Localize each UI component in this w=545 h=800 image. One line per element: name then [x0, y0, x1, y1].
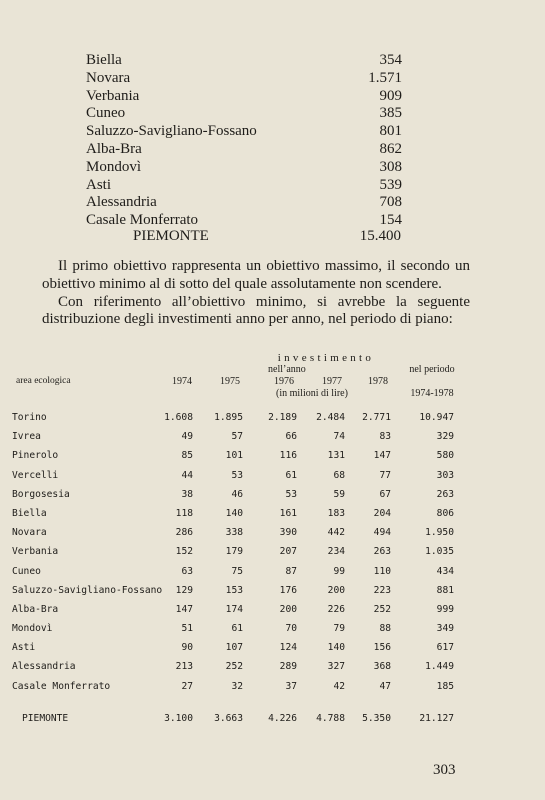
- row-period-total: 999: [436, 603, 454, 615]
- list-item: [86, 52, 402, 70]
- header-period: [393, 364, 471, 400]
- area-value: 708: [379, 194, 402, 211]
- row-year-value: 289: [279, 661, 297, 673]
- row-year-value: 63: [181, 565, 193, 577]
- row-year-value: 226: [327, 603, 345, 615]
- row-year-value: 59: [333, 488, 345, 500]
- row-year-value: 129: [175, 584, 193, 596]
- row-year-value: 213: [175, 661, 193, 673]
- table-row: [0, 677, 545, 696]
- table-row: [0, 542, 545, 561]
- row-year-value: 44: [181, 469, 193, 481]
- area-value: 385: [379, 105, 402, 122]
- area-name: Alessandria: [86, 194, 157, 211]
- row-year-value: 442: [327, 527, 345, 539]
- row-year-value: 1.608: [164, 412, 193, 423]
- row-year-value: 1.895: [214, 412, 243, 423]
- row-area: Novara: [12, 527, 47, 539]
- row-year-value: 27: [181, 680, 193, 692]
- row-area: Alba-Bra: [12, 603, 59, 615]
- area-value: 1.571: [368, 69, 402, 86]
- row-area: Torino: [12, 412, 47, 423]
- row-period-total: 185: [436, 680, 454, 692]
- row-year-value: 252: [225, 661, 243, 673]
- row-area: Alessandria: [12, 661, 76, 673]
- table-row: [0, 638, 545, 657]
- row-year-value: 90: [181, 642, 193, 654]
- row-year-value: 286: [175, 527, 193, 539]
- area-totals-list: [86, 52, 402, 230]
- row-year-value: 390: [279, 527, 297, 539]
- row-year-value: 42: [333, 680, 345, 692]
- area-value: 862: [379, 140, 402, 157]
- header-year: 1975: [220, 376, 240, 387]
- row-year-value: 174: [225, 603, 243, 615]
- row-area: Mondovì: [12, 623, 53, 635]
- list-total-row: [133, 228, 401, 245]
- row-year-value: 75: [231, 565, 243, 577]
- row-year-value: 156: [373, 642, 391, 654]
- row-year-value: 101: [225, 450, 243, 462]
- table-row: [0, 446, 545, 465]
- row-year-value: 110: [373, 565, 391, 577]
- row-year-value: 263: [373, 546, 391, 558]
- row-year-value: 140: [327, 642, 345, 654]
- row-year-value: 74: [333, 431, 345, 443]
- row-period-total: 1.449: [425, 661, 454, 673]
- area-value: 308: [379, 158, 402, 175]
- row-year-value: 176: [279, 584, 297, 596]
- row-year-value: 200: [327, 584, 345, 596]
- area-name: Casale Monferrato: [86, 212, 199, 229]
- row-year-value: 327: [327, 661, 345, 673]
- row-year-value: 2.484: [316, 412, 345, 423]
- row-year-value: 124: [279, 642, 297, 654]
- table-row: [0, 619, 545, 638]
- row-year-value: 99: [333, 565, 345, 577]
- row-year-value: 140: [225, 507, 243, 519]
- area-value: 801: [379, 123, 402, 140]
- row-year-value: 153: [225, 584, 243, 596]
- list-item: [86, 159, 402, 177]
- row-area: Saluzzo-Savigliano-Fossano: [12, 584, 163, 596]
- header-year: 1976: [274, 376, 294, 387]
- row-period-total: 1.035: [425, 546, 454, 558]
- area-name: Asti: [86, 176, 112, 193]
- row-area: Pinerolo: [12, 450, 59, 462]
- row-area: Asti: [12, 642, 36, 654]
- row-year-value: 32: [231, 680, 243, 692]
- row-area: Borgosesia: [12, 488, 70, 500]
- row-year-value: 79: [333, 623, 345, 635]
- row-year-value: 223: [373, 584, 391, 596]
- table-row: [0, 600, 545, 619]
- row-year-value: 66: [285, 431, 297, 443]
- row-year-value: 4.788: [316, 712, 345, 724]
- header-nell-anno: nell’anno: [268, 364, 306, 375]
- row-area: Verbania: [12, 546, 59, 558]
- row-area: Biella: [12, 507, 47, 519]
- row-year-value: 70: [285, 623, 297, 635]
- row-year-value: 179: [225, 546, 243, 558]
- row-year-value: 338: [225, 527, 243, 539]
- row-year-value: 68: [333, 469, 345, 481]
- row-year-value: 4.226: [268, 712, 297, 724]
- row-period-total: 881: [436, 584, 454, 596]
- row-period-total: 1.950: [425, 527, 454, 539]
- row-period-total: 349: [436, 623, 454, 635]
- row-year-value: 3.663: [214, 712, 243, 724]
- row-period-total: 329: [436, 431, 454, 443]
- row-period-total: 617: [436, 642, 454, 654]
- body-text: [42, 258, 470, 329]
- row-area: Vercelli: [12, 469, 59, 481]
- header-nel-periodo: nel periodo: [409, 364, 455, 375]
- paragraph-1: Il primo obiettivo rappresenta un obiettivo massimo, il secondo un obiettivo minimo al di sotto del quale assolutamente non scendere.: [42, 258, 470, 292]
- row-year-value: 77: [379, 469, 391, 481]
- row-year-value: 131: [327, 450, 345, 462]
- row-year-value: 204: [373, 507, 391, 519]
- row-year-value: 88: [379, 623, 391, 635]
- total-label: PIEMONTE: [133, 228, 209, 244]
- row-area: Casale Monferrato: [12, 680, 111, 692]
- row-year-value: 51: [181, 623, 193, 635]
- table-row: [0, 504, 545, 523]
- row-year-value: 107: [225, 642, 243, 654]
- list-item: [86, 194, 402, 212]
- table-row: [0, 657, 545, 676]
- list-item: [86, 70, 402, 88]
- area-value: 909: [379, 87, 402, 104]
- list-item: [86, 88, 402, 106]
- table-row: [0, 408, 545, 427]
- row-year-value: 87: [285, 565, 297, 577]
- row-period-total: 10.947: [419, 412, 454, 423]
- row-year-value: 61: [285, 469, 297, 481]
- area-name: Novara: [86, 69, 131, 86]
- table-row: [0, 523, 545, 542]
- table-row: [0, 581, 545, 600]
- total-value: 15.400: [359, 228, 401, 244]
- row-year-value: 5.350: [362, 712, 391, 724]
- row-year-value: 368: [373, 661, 391, 673]
- paragraph-2: Con riferimento all’obiettivo minimo, si avrebbe la seguente distribuzione degli investimenti anno per anno, nel periodo di piano:: [42, 293, 470, 328]
- row-year-value: 200: [279, 603, 297, 615]
- area-name: Mondovì: [86, 158, 142, 175]
- row-period-total: 806: [436, 507, 454, 519]
- table-row: [0, 427, 545, 446]
- header-year: 1974: [172, 376, 192, 387]
- row-area: PIEMONTE: [22, 712, 69, 724]
- list-item: [86, 177, 402, 195]
- row-year-value: 53: [285, 488, 297, 500]
- row-year-value: 83: [379, 431, 391, 443]
- row-area: Ivrea: [12, 431, 41, 443]
- row-year-value: 494: [373, 527, 391, 539]
- row-year-value: 3.100: [164, 712, 193, 724]
- row-year-value: 46: [231, 488, 243, 500]
- area-value: 154: [379, 212, 402, 229]
- header-period-range: 1974-1978: [410, 388, 454, 399]
- row-year-value: 61: [231, 623, 243, 635]
- row-year-value: 161: [279, 507, 297, 519]
- header-area-ecologica: area ecologica: [16, 376, 71, 386]
- row-period-total: 580: [436, 450, 454, 462]
- row-year-value: 252: [373, 603, 391, 615]
- header-unit: (in milioni di lire): [276, 388, 348, 399]
- table-row: [0, 466, 545, 485]
- header-year: 1978: [368, 376, 388, 387]
- row-year-value: 47: [379, 680, 391, 692]
- header-investimento: investimento: [277, 352, 375, 364]
- list-item: [86, 123, 402, 141]
- table-body: [0, 408, 545, 728]
- area-value: 354: [379, 52, 402, 68]
- table-row: [0, 485, 545, 504]
- row-period-total: 303: [436, 469, 454, 481]
- list-item: [86, 105, 402, 123]
- header-year: 1977: [322, 376, 342, 387]
- row-year-value: 2.771: [362, 412, 391, 423]
- row-period-total: 21.127: [419, 712, 454, 724]
- row-year-value: 183: [327, 507, 345, 519]
- row-year-value: 67: [379, 488, 391, 500]
- row-year-value: 38: [181, 488, 193, 500]
- row-year-value: 49: [181, 431, 193, 443]
- area-name: Saluzzo-Savigliano-Fossano: [86, 123, 257, 140]
- row-year-value: 85: [181, 450, 193, 462]
- row-year-value: 116: [279, 450, 297, 462]
- row-year-value: 147: [373, 450, 391, 462]
- row-area: Cuneo: [12, 565, 41, 577]
- row-year-value: 37: [285, 680, 297, 692]
- row-year-value: 234: [327, 546, 345, 558]
- row-period-total: 434: [436, 565, 454, 577]
- row-year-value: 2.189: [268, 412, 297, 423]
- row-year-value: 53: [231, 469, 243, 481]
- row-period-total: 263: [436, 488, 454, 500]
- row-year-value: 207: [279, 546, 297, 558]
- area-name: Alba-Bra: [86, 140, 142, 157]
- area-name: Verbania: [86, 87, 140, 104]
- area-name: Cuneo: [86, 105, 126, 122]
- table-row: [0, 562, 545, 581]
- row-year-value: 147: [175, 603, 193, 615]
- page-number: 303: [433, 762, 456, 778]
- area-name: Biella: [86, 52, 122, 68]
- row-year-value: 57: [231, 431, 243, 443]
- row-year-value: 118: [175, 507, 193, 519]
- area-value: 539: [379, 176, 402, 193]
- table-total-row: [0, 709, 545, 728]
- list-item: [86, 141, 402, 159]
- row-year-value: 152: [175, 546, 193, 558]
